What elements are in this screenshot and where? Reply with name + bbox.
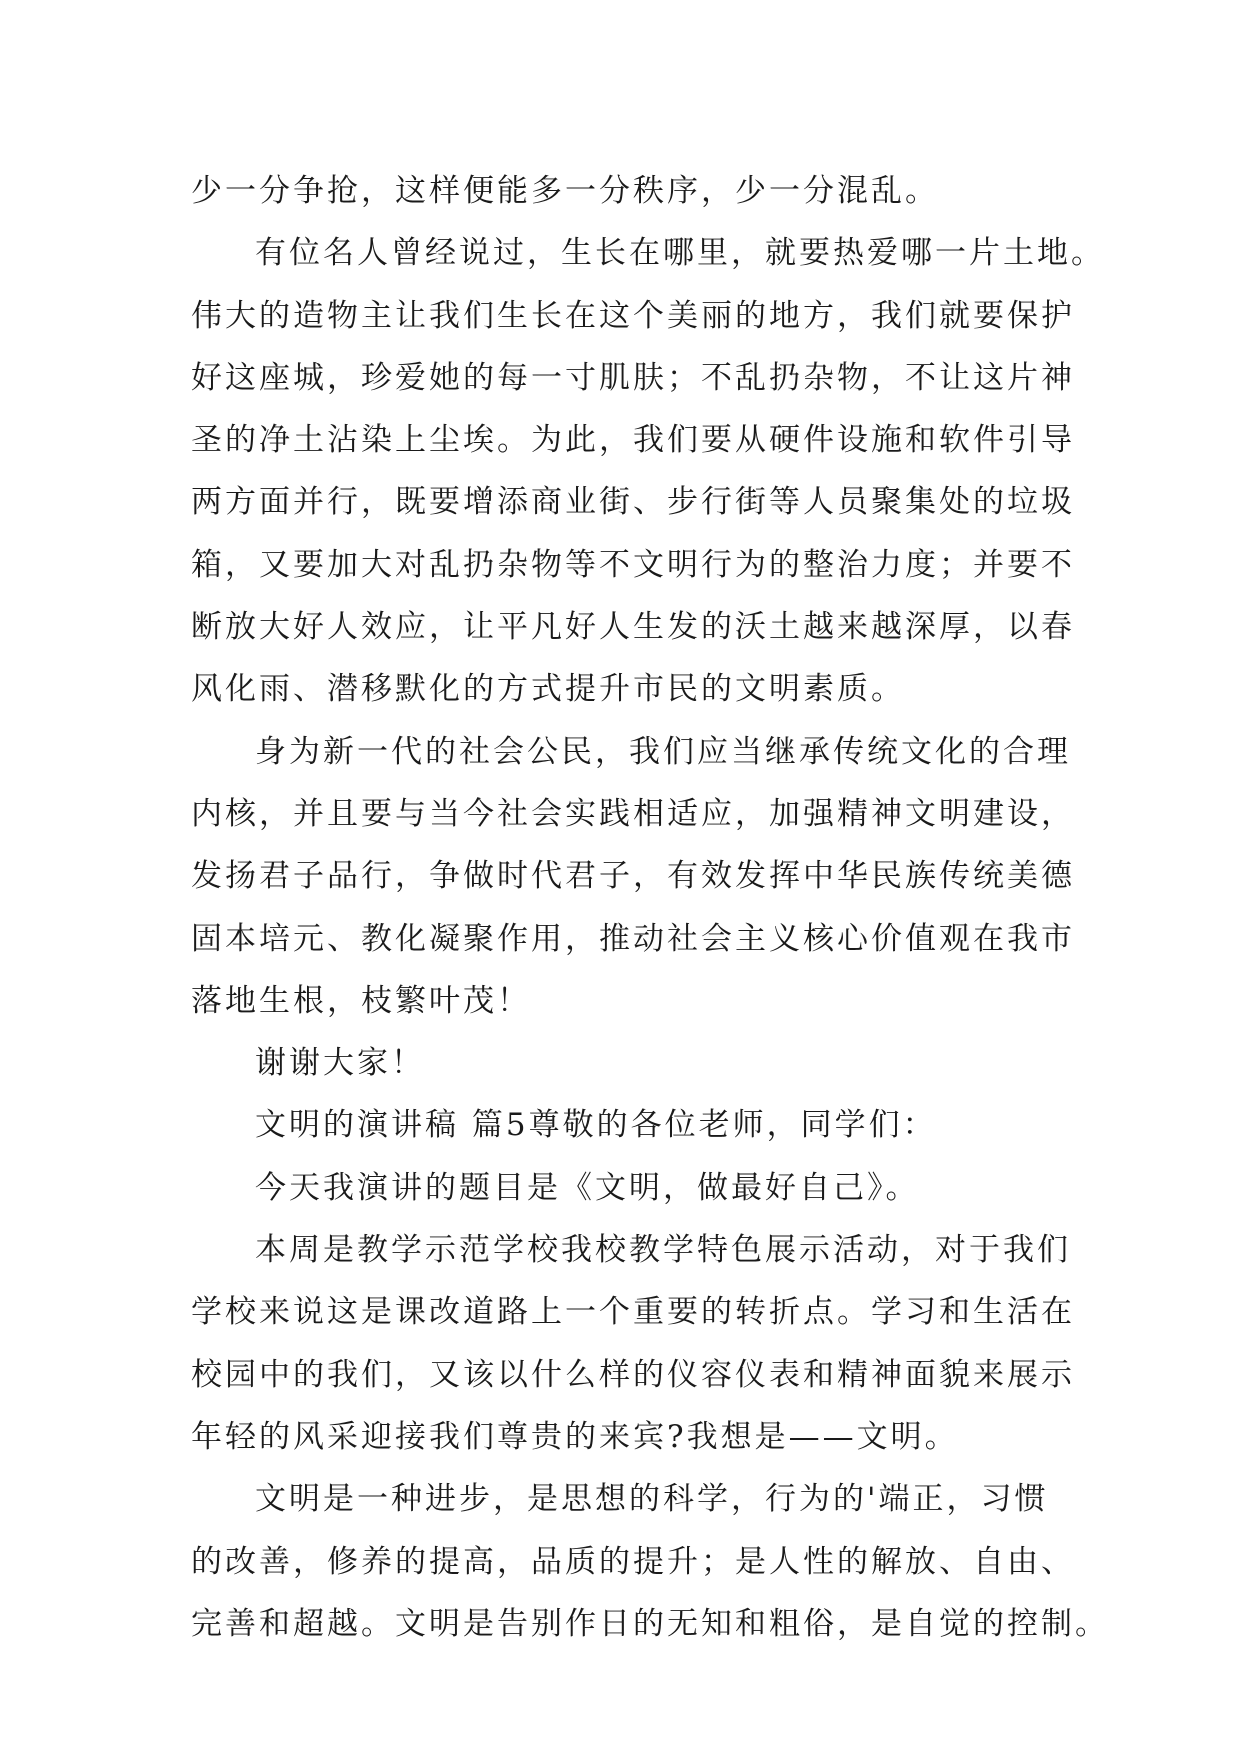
text-line: 身为新一代的社会公民，我们应当继承传统文化的合理 <box>255 733 1071 770</box>
text-line: 断放大好人效应，让平凡好人生发的沃土越来越深厚，以春 <box>191 609 1075 646</box>
text-line: 落地生根，枝繁叶茂！ <box>191 982 531 1019</box>
text-line: 箱，又要加大对乱扔杂物等不文明行为的整治力度；并要不 <box>191 546 1075 583</box>
text-line: 有位名人曾经说过，生长在哪里，就要热爱哪一片土地。 <box>255 235 1105 272</box>
body-text <box>191 160 1109 1655</box>
text-line: 风化雨、潜移默化的方式提升市民的文明素质。 <box>191 671 905 708</box>
text-line: 学校来说这是课改道路上一个重要的转折点。学习和生活在 <box>191 1294 1075 1331</box>
text-line: 固本培元、教化凝聚作用，推动社会主义核心价值观在我市 <box>191 920 1075 957</box>
section-heading-line: 文明的演讲稿 篇5尊敬的各位老师，同学们： <box>255 1107 937 1144</box>
text-line: 校园中的我们，又该以什么样的仪容仪表和精神面貌来展示 <box>191 1356 1075 1393</box>
text-line: 的改善，修养的提高，品质的提升；是人性的解放、自由、 <box>191 1543 1075 1580</box>
text-line: 少一分争抢，这样便能多一分秩序，少一分混乱。 <box>191 173 939 209</box>
text-line: 文明是一种进步，是思想的科学，行为的'端正，习惯 <box>255 1481 1049 1518</box>
text-line: 完善和超越。文明是告别作日的无知和粗俗，是自觉的控制。 <box>191 1605 1109 1642</box>
text-line: 内核，并且要与当今社会实践相适应，加强精神文明建设， <box>191 795 1075 832</box>
text-line: 发扬君子品行，争做时代君子，有效发挥中华民族传统美德 <box>191 858 1075 895</box>
text-line: 年轻的风采迎接我们尊贵的来宾?我想是——文明。 <box>191 1418 959 1455</box>
text-line: 谢谢大家！ <box>255 1045 425 1082</box>
text-line: 两方面并行，既要增添商业街、步行街等人员聚集处的垃圾 <box>191 484 1075 521</box>
text-line: 今天我演讲的题目是《文明，做最好自己》。 <box>255 1169 920 1206</box>
text-line: 伟大的造物主让我们生长在这个美丽的地方，我们就要保护 <box>191 297 1075 334</box>
text-line: 好这座城，珍爱她的每一寸肌肤；不乱扔杂物，不让这片神 <box>191 359 1075 396</box>
text-line: 圣的净土沾染上尘埃。为此，我们要从硬件设施和软件引导 <box>191 422 1075 459</box>
text-line: 本周是教学示范学校我校教学特色展示活动，对于我们 <box>255 1232 1071 1269</box>
